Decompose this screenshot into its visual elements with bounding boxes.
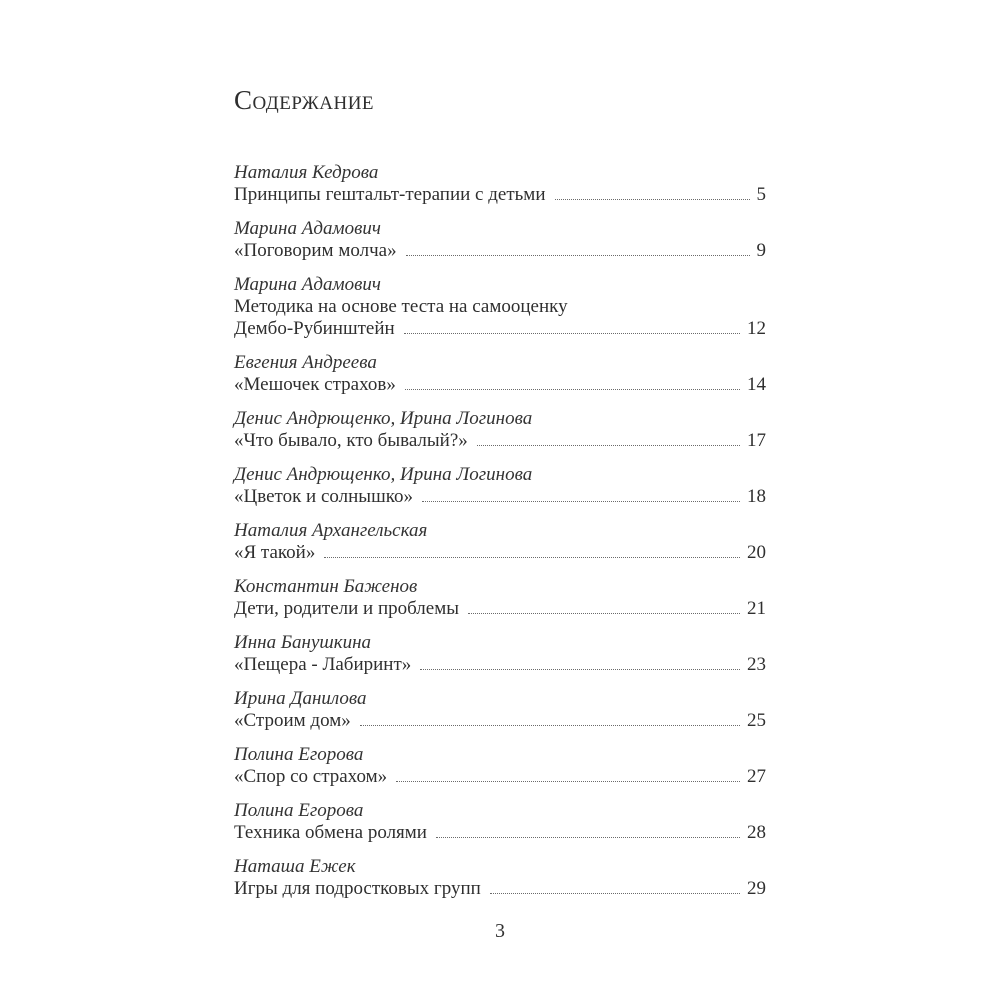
dot-leader	[396, 780, 740, 782]
entry-author: Константин Баженов	[234, 575, 418, 597]
entry-title-line	[234, 240, 766, 262]
entry-title-text: «Спор со страхом»	[234, 765, 388, 787]
toc-entry	[234, 218, 766, 262]
entry-title-line	[234, 654, 766, 676]
entry-title-line	[234, 878, 766, 900]
dot-leader	[324, 556, 740, 558]
entry-page-number: 25	[747, 709, 766, 731]
entry-title-text: «Строим дом»	[234, 709, 351, 731]
entry-title-line	[234, 318, 766, 340]
toc-entry	[234, 744, 766, 788]
dot-leader	[555, 198, 750, 200]
dot-leader	[405, 388, 740, 390]
entry-page-number: 23	[747, 653, 766, 675]
entry-author: Инна Банушкина	[234, 631, 372, 653]
entry-author: Евгения Андреева	[234, 351, 377, 373]
entry-page-number: 20	[747, 541, 766, 563]
dot-leader	[406, 254, 750, 256]
entry-title-line	[234, 374, 766, 396]
toc-entry	[234, 632, 766, 676]
dot-leader	[360, 724, 740, 726]
entry-author: Денис Андрющенко, Ирина Логинова	[234, 407, 533, 429]
toc-entry	[234, 408, 766, 452]
entry-title-text: Дети, родители и проблемы	[234, 597, 460, 619]
entry-page-number: 5	[756, 183, 766, 205]
entry-author: Марина Адамович	[234, 217, 381, 239]
toc-entry	[234, 520, 766, 564]
entry-title-text: «Что бывало, кто бывалый?»	[234, 429, 468, 451]
entry-page-number: 17	[747, 429, 766, 451]
entry-page-number: 12	[747, 317, 766, 339]
dot-leader	[404, 332, 740, 334]
dot-leader	[436, 836, 740, 838]
entry-title-text: «Цветок и солнышко»	[234, 485, 413, 507]
toc-entry	[234, 576, 766, 620]
entry-page-number: 28	[747, 821, 766, 843]
entry-author: Денис Андрющенко, Ирина Логинова	[234, 463, 533, 485]
entry-page-number: 21	[747, 597, 766, 619]
page-title: Содержание	[234, 85, 375, 115]
entry-author: Наталия Архангельская	[234, 519, 428, 541]
toc-entry	[234, 464, 766, 508]
toc-content	[234, 0, 766, 1000]
dot-leader	[468, 612, 740, 614]
entry-author: Марина Адамович	[234, 273, 381, 295]
toc-entry	[234, 162, 766, 206]
entry-author: Полина Егорова	[234, 799, 364, 821]
entry-title-text: Техника обмена ролями	[234, 821, 427, 843]
dot-leader	[422, 500, 740, 502]
toc-entry	[234, 800, 766, 844]
dot-leader	[477, 444, 740, 446]
entry-page-number: 18	[747, 485, 766, 507]
toc-entry	[234, 352, 766, 396]
toc-entry	[234, 688, 766, 732]
entry-title-text: «Поговорим молча»	[234, 239, 397, 261]
entry-title-text: «Пещера - Лабиринт»	[234, 653, 412, 675]
entry-title-line	[234, 822, 766, 844]
entry-title-text: Игры для подростковых групп	[234, 877, 481, 899]
entry-title-text: «Я такой»	[234, 541, 316, 563]
entry-author: Наталия Кедрова	[234, 161, 379, 183]
entry-title-line	[234, 542, 766, 564]
entry-title-text: Принципы гештальт-терапии с детьми	[234, 183, 546, 205]
toc-entry	[234, 856, 766, 900]
dot-leader	[490, 892, 740, 894]
entry-title-line	[234, 766, 766, 788]
toc-entry	[234, 274, 766, 340]
entry-title-line	[234, 598, 766, 620]
entry-title-line	[234, 184, 766, 206]
entry-title-line	[234, 296, 766, 318]
entry-title-line	[234, 710, 766, 732]
toc-entries	[234, 162, 766, 900]
entry-author: Полина Егорова	[234, 743, 364, 765]
entry-title-text: Дембо-Рубинштейн	[234, 317, 395, 339]
entry-title-text: «Мешочек страхов»	[234, 373, 396, 395]
dot-leader	[420, 668, 740, 670]
entry-title-line	[234, 486, 766, 508]
entry-title-text: Методика на основе теста на самооценку	[234, 295, 568, 317]
entry-page-number: 9	[756, 239, 766, 261]
entry-page-number: 29	[747, 877, 766, 899]
entry-title-line	[234, 430, 766, 452]
entry-page-number: 27	[747, 765, 766, 787]
entry-author: Наташа Ежек	[234, 855, 356, 877]
entry-page-number: 14	[747, 373, 766, 395]
folio-page-number: 3	[495, 920, 505, 942]
entry-author: Ирина Данилова	[234, 687, 367, 709]
